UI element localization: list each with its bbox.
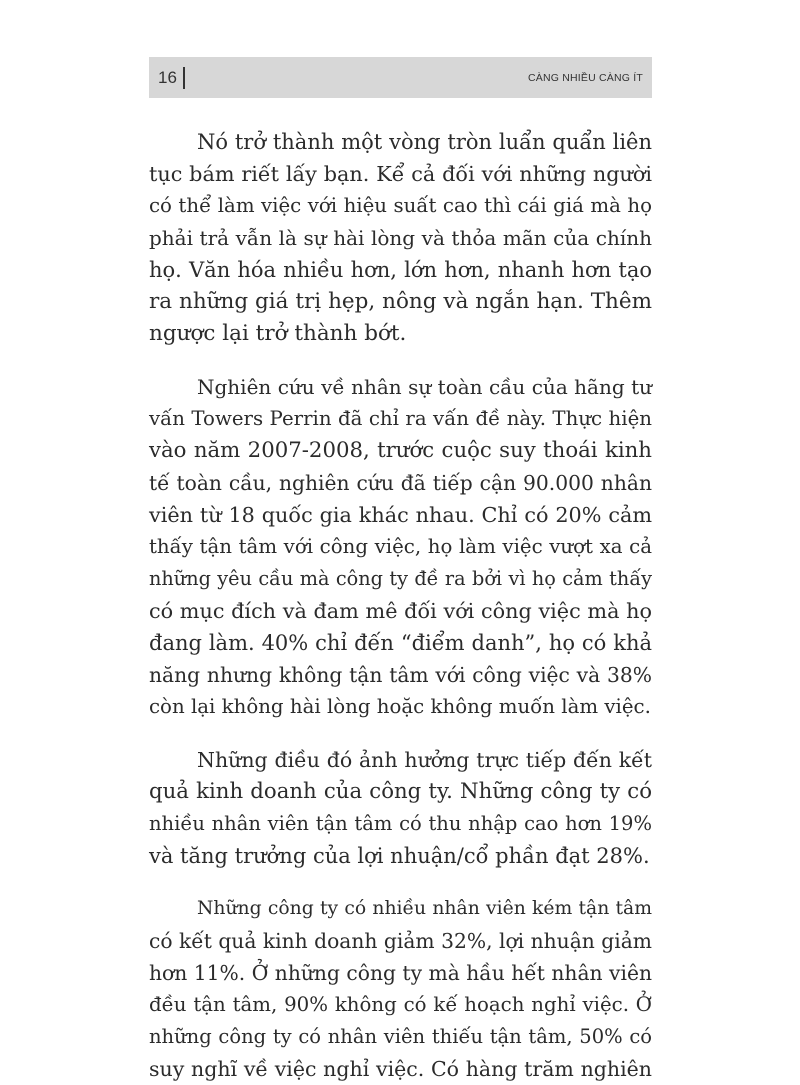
text-line: có kết quả kinh doanh giảm 32%, lợi nhuận giảm	[149, 929, 652, 953]
text-line: Nó trở thành một vòng tròn luẩn quẩn liên	[197, 130, 652, 154]
text-line: Những công ty có nhiều nhân viên kém tận tâm	[197, 898, 652, 919]
paragraph	[149, 126, 652, 350]
text-line: những công ty có nhân viên thiếu tận tâm, 50% có	[149, 1025, 652, 1048]
text-line: vào năm 2007-2008, trước cuộc suy thoái kinh	[149, 438, 652, 463]
page-number: 16	[158, 68, 177, 87]
text-line: Những điều đó ảnh hưởng trực tiếp đến kết	[197, 748, 652, 772]
text-line: ra những giá trị hẹp, nông và ngắn hạn. Thêm	[149, 289, 652, 314]
body-text	[149, 126, 652, 1085]
text-line: quả kinh doanh của công ty. Những công ty có	[149, 779, 652, 804]
text-line: những yêu cầu mà công ty đề ra bởi vì họ cảm thấy	[149, 567, 652, 590]
text-line: nhiều nhân viên tận tâm có thu nhập cao hơn 19%	[149, 812, 652, 835]
paragraph	[149, 371, 652, 723]
text-line: và tăng trưởng của lợi nhuận/cổ phần đạt 28%.	[149, 844, 650, 868]
running-title: CÀNG NHIỀU CÀNG ÍT	[527, 72, 643, 84]
header-divider	[183, 67, 185, 89]
text-line: suy nghĩ về việc nghỉ việc. Có hàng trăm nghiên	[149, 1057, 652, 1081]
text-line: có mục đích và đam mê đối với công việc mà họ	[149, 599, 652, 623]
page-header	[149, 57, 652, 98]
text-line: có thể làm việc với hiệu suất cao thì cái giá mà họ	[149, 194, 652, 217]
text-line: viên từ 18 quốc gia khác nhau. Chỉ có 20% cảm	[149, 503, 652, 527]
text-line: tế toàn cầu, nghiên cứu đã tiếp cận 90.000 nhân	[149, 471, 652, 495]
text-line: năng nhưng không tận tâm với công việc và 38%	[149, 663, 652, 687]
text-line: đang làm. 40% chỉ đến “điểm danh”, họ có khả	[149, 631, 652, 655]
text-line: hơn 11%. Ở những công ty mà hầu hết nhân viên	[149, 961, 652, 985]
text-line: phải trả vẫn là sự hài lòng và thỏa mãn của chính	[149, 226, 652, 250]
paragraph	[149, 893, 652, 1085]
text-line: thấy tận tâm với công việc, họ làm việc vượt xa cả	[149, 535, 652, 558]
text-line: vấn Towers Perrin đã chỉ ra vấn đề này. Thực hiện	[149, 407, 652, 430]
text-line: tục bám riết lấy bạn. Kể cả đối với những người	[149, 162, 652, 186]
text-line: còn lại không hài lòng hoặc không muốn làm việc.	[149, 695, 651, 718]
text-line: đều tận tâm, 90% không có kế hoạch nghỉ việc. Ở	[149, 993, 652, 1016]
text-line: Nghiên cứu về nhân sự toàn cầu của hãng tư	[197, 375, 652, 399]
text-line: ngược lại trở thành bớt.	[149, 321, 407, 346]
paragraph	[149, 744, 652, 872]
text-line: họ. Văn hóa nhiều hơn, lớn hơn, nhanh hơn tạo	[149, 258, 652, 282]
